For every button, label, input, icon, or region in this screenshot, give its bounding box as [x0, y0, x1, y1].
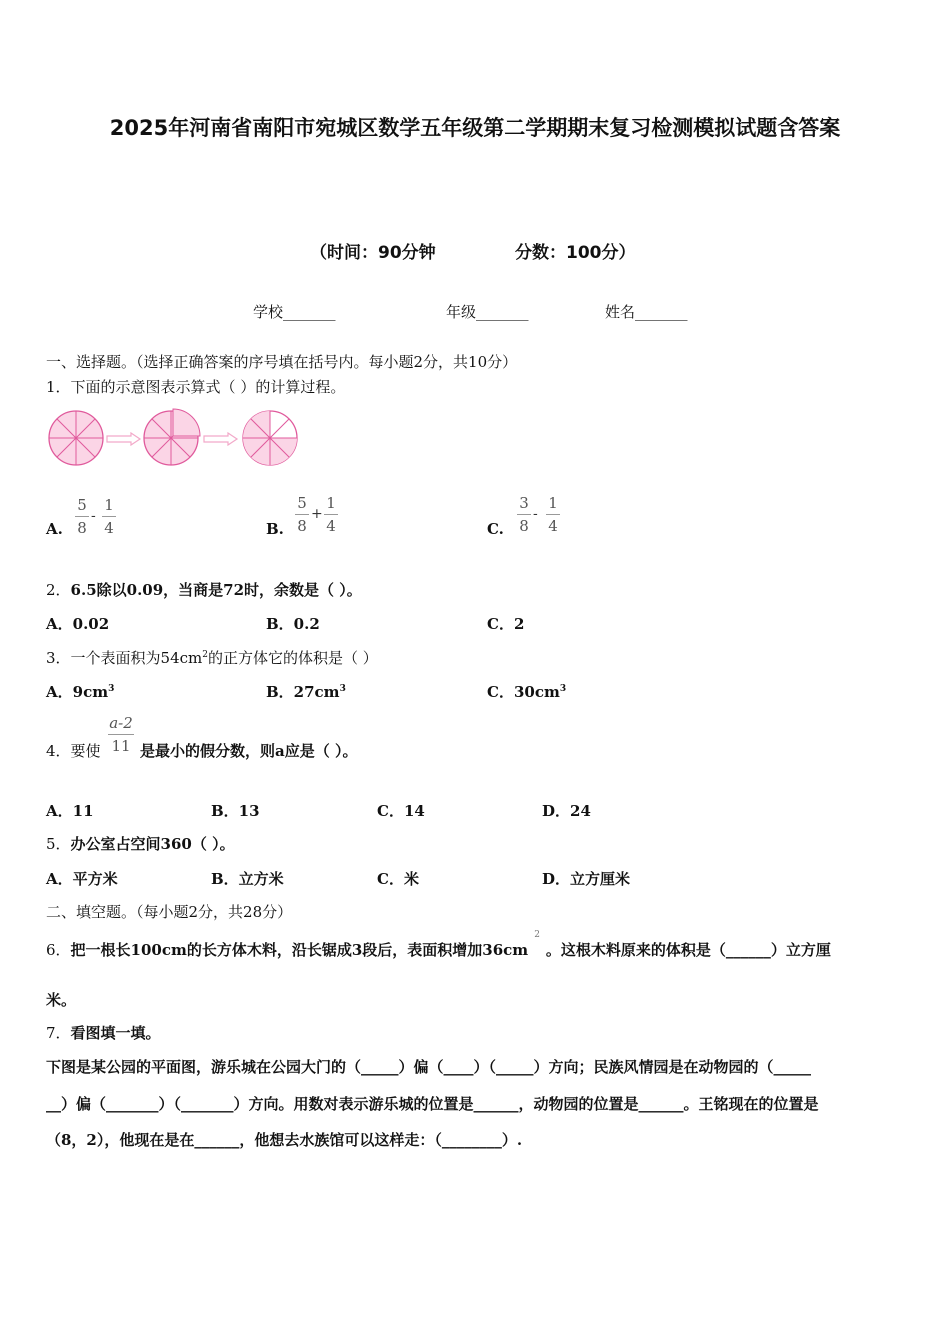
pie-diagram-1: [46, 408, 106, 468]
q2-option-c: C．2: [487, 615, 525, 633]
time-info: （时间：90分钟: [310, 243, 436, 263]
q1-option-a-operator: -: [91, 508, 96, 524]
q6-line-1: 6．把一根长100cm的长方体木料，沿长锯成3段后，表面积增加$36cm^2$。这根木料原来的体积是（______）立方厘: [46, 930, 831, 959]
q1-option-c-label: C.: [487, 520, 504, 538]
q1-option-b-operator: +: [311, 506, 323, 522]
pie-diagram-2: [141, 408, 201, 468]
q3-option-a: A．$9cm^3$: [46, 683, 115, 701]
q5-option-d: D．立方厘米: [542, 870, 631, 888]
q1-option-b-fraction-2: 1 4: [324, 495, 338, 534]
q4-fraction: a-2 11: [109, 714, 133, 755]
q7-line-2: __）偏（_______）（_______）方向。用数对表示游乐城的位置是______，动物园的位置是______。王铭现在的位置是: [46, 1095, 819, 1113]
q1-option-a-fraction-2: 1 4: [102, 497, 116, 536]
q5-option-b: B．立方米: [211, 870, 284, 888]
q6-line-2: 米。: [46, 991, 77, 1009]
q1-option-c-operator: -: [533, 506, 538, 522]
arrow-icon: [106, 432, 142, 446]
q1-option-a-label: A.: [46, 520, 63, 538]
q7-stem: 7．看图填一填。: [46, 1024, 161, 1042]
q4-option-b: B．13: [211, 802, 260, 820]
q2-stem: 2．6.5除以0.09，当商是72时，余数是（ ）。: [46, 581, 362, 599]
school-field: 学校_______: [253, 303, 336, 321]
q4-option-d: D．24: [542, 802, 591, 820]
q3-option-c: C．$30cm^3$: [487, 683, 567, 701]
section2-heading: 二、填空题。（每小题2分，共28分）: [46, 903, 293, 921]
grade-field: 年级_______: [446, 303, 529, 321]
q4-stem-end: 是最小的假分数，则a应是（ ）。: [140, 742, 358, 760]
q1-option-c-fraction-2: 1 4: [546, 495, 560, 534]
q4-stem-start: 4．要使: [46, 742, 101, 760]
q5-option-a: A．平方米: [46, 870, 118, 888]
q5-option-c: C．米: [377, 870, 419, 888]
q4-option-a: A．11: [46, 802, 94, 820]
q1-option-a-fraction-1: 5 8: [75, 497, 89, 536]
q7-line-1: 下图是某公园的平面图，游乐城在公园大门的（_____）偏（____）（_____）方向；民族风情园是在动物园的（_____: [46, 1058, 812, 1076]
q3-option-b: B．$27cm^3$: [266, 683, 346, 701]
q1-option-c-fraction-1: 3 8: [517, 495, 531, 534]
q7-line-3: （8，2），他现在是在______，他想去水族馆可以这样走：（________）.: [46, 1131, 523, 1149]
arrow-icon: [203, 432, 239, 446]
page-title: 2025年河南省南阳市宛城区数学五年级第二学期期末复习检测模拟试题含答案: [109, 116, 841, 140]
pie-diagram-3: [240, 408, 300, 468]
q2-option-a: A．0.02: [46, 615, 110, 633]
q3-stem: 3．一个表面积为$54cm^2$的正方体它的体积是（ ）: [46, 649, 378, 667]
q1-option-b-fraction-1: 5 8: [295, 495, 309, 534]
q4-option-c: C．14: [377, 802, 425, 820]
q1-stem: 1．下面的示意图表示算式（ ）的计算过程。: [46, 378, 346, 396]
q1-option-b-label: B.: [266, 520, 284, 538]
section1-heading: 一、选择题。（选择正确答案的序号填在括号内。每小题2分，共10分）: [46, 353, 518, 371]
q2-option-b: B．0.2: [266, 615, 320, 633]
name-field: 姓名_______: [605, 303, 688, 321]
score-info: 分数：100分）: [515, 243, 636, 263]
q5-stem: 5．办公室占空间360（ ）。: [46, 835, 235, 853]
